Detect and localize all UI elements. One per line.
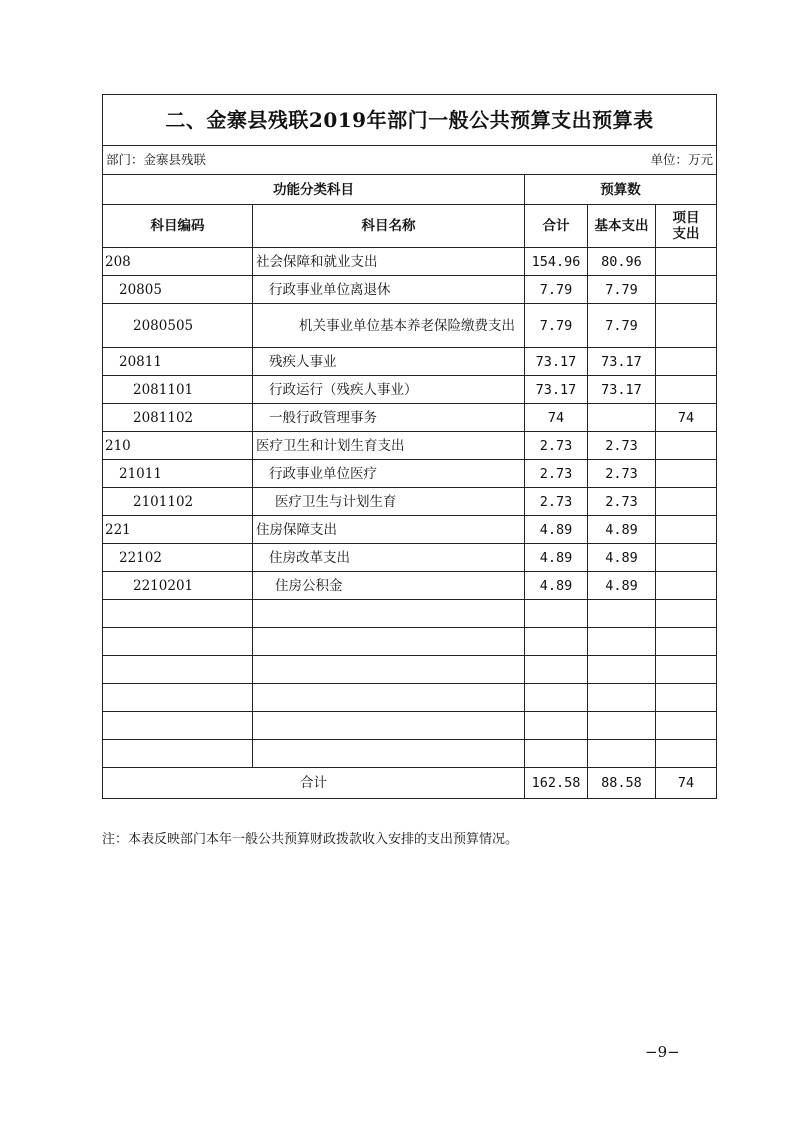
row-code: 2081101 bbox=[103, 376, 253, 404]
row-project bbox=[656, 544, 717, 572]
empty-cell bbox=[588, 684, 656, 712]
row-basic: 4.89 bbox=[588, 516, 656, 544]
empty-cell bbox=[525, 600, 588, 628]
row-basic: 2.73 bbox=[588, 488, 656, 516]
row-code: 2080505 bbox=[103, 304, 253, 348]
table-title: 二、金寨县残联2019年部门一般公共预算支出预算表 bbox=[103, 95, 717, 146]
table-row bbox=[103, 348, 717, 376]
footnote: 注：本表反映部门本年一般公共预算财政拨款收入安排的支出预算情况。 bbox=[102, 832, 519, 847]
row-name: 机关事业单位基本养老保险缴费支出 bbox=[253, 304, 525, 348]
empty-row bbox=[103, 684, 717, 712]
row-project bbox=[656, 460, 717, 488]
row-project: 74 bbox=[656, 404, 717, 432]
basic-header: 基本支出 bbox=[588, 205, 656, 248]
row-total: 2.73 bbox=[525, 432, 588, 460]
empty-cell bbox=[103, 740, 253, 768]
row-name: 行政事业单位医疗 bbox=[253, 460, 525, 488]
total-basic: 88.58 bbox=[588, 768, 656, 799]
row-basic: 73.17 bbox=[588, 376, 656, 404]
empty-row bbox=[103, 600, 717, 628]
empty-cell bbox=[525, 656, 588, 684]
row-name: 社会保障和就业支出 bbox=[253, 248, 525, 276]
empty-row bbox=[103, 656, 717, 684]
total-header: 合计 bbox=[525, 205, 588, 248]
row-total: 7.79 bbox=[525, 276, 588, 304]
empty-cell bbox=[656, 656, 717, 684]
row-total: 154.96 bbox=[525, 248, 588, 276]
row-code: 208 bbox=[103, 248, 253, 276]
table-row bbox=[103, 248, 717, 276]
header-row-2 bbox=[103, 205, 717, 248]
row-total: 2.73 bbox=[525, 460, 588, 488]
table-row bbox=[103, 460, 717, 488]
row-code: 21011 bbox=[103, 460, 253, 488]
functional-header: 功能分类科目 bbox=[103, 175, 525, 205]
row-basic: 2.73 bbox=[588, 432, 656, 460]
row-code: 2081102 bbox=[103, 404, 253, 432]
row-project bbox=[656, 348, 717, 376]
empty-cell bbox=[103, 656, 253, 684]
row-project bbox=[656, 376, 717, 404]
row-name: 行政运行（残疾人事业） bbox=[253, 376, 525, 404]
name-header: 科目名称 bbox=[253, 205, 525, 248]
row-basic: 7.79 bbox=[588, 304, 656, 348]
row-code: 2101102 bbox=[103, 488, 253, 516]
empty-cell bbox=[103, 712, 253, 740]
total-value: 162.58 bbox=[525, 768, 588, 799]
row-project bbox=[656, 488, 717, 516]
row-total: 4.89 bbox=[525, 544, 588, 572]
empty-row bbox=[103, 712, 717, 740]
row-total: 74 bbox=[525, 404, 588, 432]
empty-cell bbox=[525, 712, 588, 740]
project-header: 项目支出 bbox=[656, 205, 717, 248]
total-label: 合计 bbox=[103, 768, 525, 799]
table-row bbox=[103, 516, 717, 544]
row-code: 2210201 bbox=[103, 572, 253, 600]
empty-cell bbox=[103, 628, 253, 656]
row-code: 20811 bbox=[103, 348, 253, 376]
row-code: 221 bbox=[103, 516, 253, 544]
empty-cell bbox=[103, 600, 253, 628]
header-row-1 bbox=[103, 175, 717, 205]
budget-header: 预算数 bbox=[525, 175, 717, 205]
table-row bbox=[103, 304, 717, 348]
empty-cell bbox=[656, 684, 717, 712]
row-project bbox=[656, 516, 717, 544]
unit-label: 单位：万元 bbox=[588, 146, 717, 175]
row-project bbox=[656, 432, 717, 460]
empty-cell bbox=[525, 628, 588, 656]
table-row bbox=[103, 572, 717, 600]
empty-cell bbox=[656, 600, 717, 628]
empty-cell bbox=[253, 712, 525, 740]
empty-cell bbox=[103, 684, 253, 712]
table-row bbox=[103, 488, 717, 516]
empty-cell bbox=[588, 712, 656, 740]
row-project bbox=[656, 276, 717, 304]
row-name: 住房公积金 bbox=[253, 572, 525, 600]
table-row bbox=[103, 544, 717, 572]
table-row bbox=[103, 432, 717, 460]
budget-table bbox=[102, 94, 717, 799]
empty-cell bbox=[588, 628, 656, 656]
row-basic: 4.89 bbox=[588, 572, 656, 600]
total-project: 74 bbox=[656, 768, 717, 799]
row-basic: 80.96 bbox=[588, 248, 656, 276]
code-header: 科目编码 bbox=[103, 205, 253, 248]
empty-cell bbox=[253, 628, 525, 656]
row-basic: 2.73 bbox=[588, 460, 656, 488]
total-row bbox=[103, 768, 717, 799]
row-total: 7.79 bbox=[525, 304, 588, 348]
row-total: 4.89 bbox=[525, 516, 588, 544]
table-row bbox=[103, 376, 717, 404]
row-basic bbox=[588, 404, 656, 432]
empty-cell bbox=[656, 628, 717, 656]
row-code: 210 bbox=[103, 432, 253, 460]
empty-cell bbox=[656, 712, 717, 740]
empty-cell bbox=[656, 740, 717, 768]
row-total: 2.73 bbox=[525, 488, 588, 516]
row-name: 医疗卫生和计划生育支出 bbox=[253, 432, 525, 460]
title-row bbox=[103, 95, 717, 146]
table-row bbox=[103, 404, 717, 432]
empty-cell bbox=[253, 600, 525, 628]
empty-cell bbox=[588, 656, 656, 684]
row-name: 住房保障支出 bbox=[253, 516, 525, 544]
row-name: 残疾人事业 bbox=[253, 348, 525, 376]
empty-cell bbox=[588, 740, 656, 768]
row-total: 4.89 bbox=[525, 572, 588, 600]
row-name: 一般行政管理事务 bbox=[253, 404, 525, 432]
empty-row bbox=[103, 740, 717, 768]
row-project bbox=[656, 304, 717, 348]
row-basic: 7.79 bbox=[588, 276, 656, 304]
empty-cell bbox=[525, 684, 588, 712]
empty-cell bbox=[253, 656, 525, 684]
row-basic: 73.17 bbox=[588, 348, 656, 376]
row-total: 73.17 bbox=[525, 348, 588, 376]
department-label: 部门：金寨县残联 bbox=[103, 146, 588, 175]
empty-cell bbox=[525, 740, 588, 768]
row-name: 住房改革支出 bbox=[253, 544, 525, 572]
row-basic: 4.89 bbox=[588, 544, 656, 572]
page-number: −9− bbox=[645, 1043, 680, 1061]
meta-row bbox=[103, 146, 717, 175]
row-name: 行政事业单位离退休 bbox=[253, 276, 525, 304]
row-project bbox=[656, 572, 717, 600]
row-total: 73.17 bbox=[525, 376, 588, 404]
empty-cell bbox=[253, 740, 525, 768]
row-code: 20805 bbox=[103, 276, 253, 304]
empty-cell bbox=[588, 600, 656, 628]
row-project bbox=[656, 248, 717, 276]
empty-row bbox=[103, 628, 717, 656]
empty-cell bbox=[253, 684, 525, 712]
row-name: 医疗卫生与计划生育 bbox=[253, 488, 525, 516]
table-row bbox=[103, 276, 717, 304]
row-code: 22102 bbox=[103, 544, 253, 572]
